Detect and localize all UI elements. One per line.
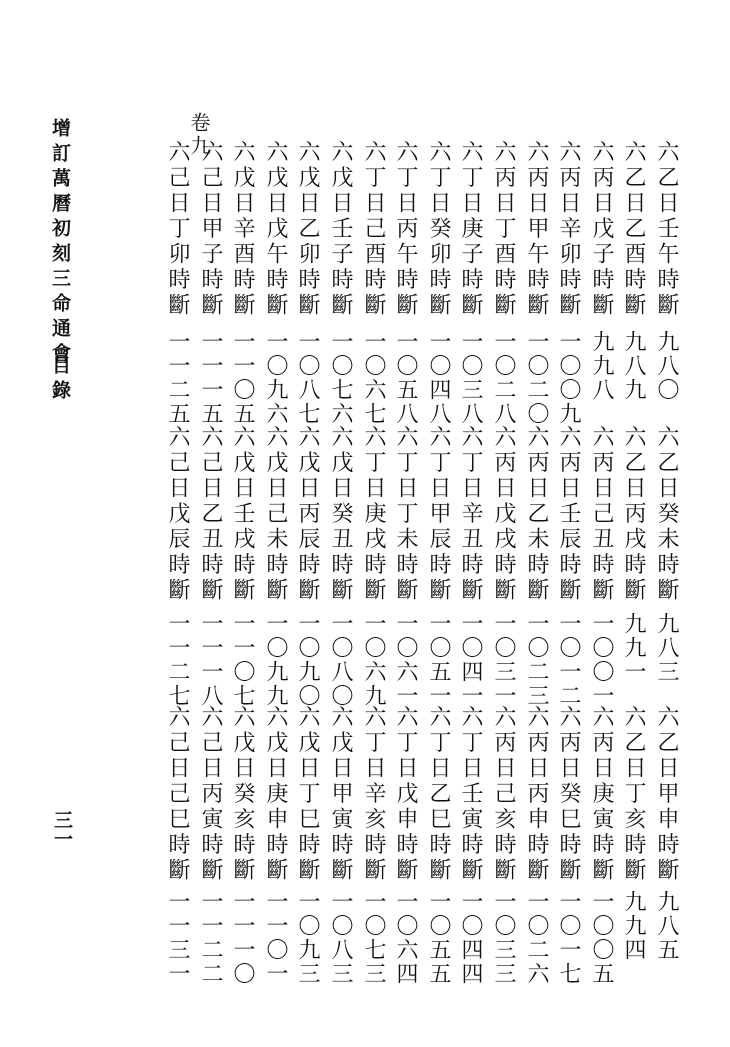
toc-entry: 六丁日庚子時斷 <box>458 140 483 319</box>
toc-page-number: 一〇二八 <box>491 330 516 426</box>
toc-entry: 六戊日辛酉時斷 <box>230 140 255 319</box>
book-title: 增訂萬曆初刻三命通會 <box>49 118 71 368</box>
toc-entry: 六丙日戊子時斷 <box>589 140 614 319</box>
toc-entry: 六丁日甲辰時斷 <box>426 425 451 604</box>
toc-entry: 六乙日壬午時斷 <box>654 140 679 319</box>
toc-page-number: 一一二二 <box>198 890 223 986</box>
toc-entry: 六戊日癸亥時斷 <box>230 705 255 884</box>
toc-page-number: 九九四 <box>621 890 646 962</box>
toc-page-number: 一〇四四 <box>458 890 483 986</box>
toc-page-number: 一〇五五 <box>426 890 451 986</box>
toc-page-number: 一一一五 <box>198 330 223 426</box>
toc-page-number: 一〇五八 <box>393 330 418 426</box>
toc-page-number: 一〇三三 <box>491 890 516 986</box>
toc-page-number: 一〇二〇 <box>524 330 549 426</box>
toc-page-number: 一〇一七 <box>556 890 581 986</box>
toc-entry: 六丁日癸卯時斷 <box>426 140 451 319</box>
toc-page-number: 一〇四八 <box>426 330 451 426</box>
toc-entry: 六丙日己丑時斷 <box>589 425 614 604</box>
toc-entry: 六丙日甲午時斷 <box>524 140 549 319</box>
toc-page-number: 一〇九三 <box>295 890 320 986</box>
toc-entry: 六戊日己未時斷 <box>263 425 288 604</box>
toc-entry: 六丁日乙巳時斷 <box>426 705 451 884</box>
toc-entry: 六丙日庚寅時斷 <box>589 705 614 884</box>
toc-page-number: 一〇六一 <box>393 612 418 708</box>
toc-page-number: 一〇九六 <box>263 330 288 426</box>
page-number: 三一 <box>51 810 73 848</box>
toc-page-number: 一〇六四 <box>393 890 418 986</box>
toc-entry: 六戊日丁巳時斷 <box>295 705 320 884</box>
toc-page-number: 一一二七 <box>165 612 190 708</box>
toc-page-number: 九九一 <box>621 612 646 684</box>
toc-page-number: 一〇八三 <box>328 890 353 986</box>
toc-page-number: 一一〇七 <box>230 612 255 708</box>
toc-page-number: 一〇二六 <box>524 890 549 986</box>
toc-page-number: 一〇六七 <box>361 330 386 426</box>
toc-entry: 六己日己巳時斷 <box>165 705 190 884</box>
toc-entry: 六丙日丙申時斷 <box>524 705 549 884</box>
toc-page-number: 一〇八七 <box>295 330 320 426</box>
toc-entry: 六己日甲子時斷 <box>198 140 223 319</box>
toc-page-number: 一〇七三 <box>361 890 386 986</box>
toc-page-number: 一〇〇一 <box>589 612 614 708</box>
toc-entry: 六乙日癸未時斷 <box>654 425 679 604</box>
toc-entry: 六乙日丁亥時斷 <box>621 705 646 884</box>
toc-entry: 六己日丙寅時斷 <box>198 705 223 884</box>
toc-page-number: 一一〇五 <box>230 330 255 426</box>
toc-page-number: 一〇七六 <box>328 330 353 426</box>
toc-entry: 六戊日戊午時斷 <box>263 140 288 319</box>
toc-entry: 六戊日庚申時斷 <box>263 705 288 884</box>
toc-page-number: 一〇二三 <box>524 612 549 708</box>
toc-entry: 六丁日丙午時斷 <box>393 140 418 319</box>
toc-page-number: 一一一八 <box>198 612 223 708</box>
toc-entry: 六乙日乙酉時斷 <box>621 140 646 319</box>
volume-label: 卷九 <box>187 112 211 158</box>
toc-page-number: 一〇三八 <box>458 330 483 426</box>
toc-entry: 六戊日丙辰時斷 <box>295 425 320 604</box>
toc-entry: 六丙日己亥時斷 <box>491 705 516 884</box>
toc-entry: 六戊日壬戌時斷 <box>230 425 255 604</box>
toc-page-number: 一一一〇 <box>230 890 255 986</box>
toc-page-number: 一〇九九 <box>263 612 288 708</box>
toc-page-number: 九八〇 <box>654 330 679 402</box>
toc-entry: 六丁日辛亥時斷 <box>361 705 386 884</box>
toc-entry: 六丙日戊戌時斷 <box>491 425 516 604</box>
toc-page-number: 一〇八〇 <box>328 612 353 708</box>
toc-page-number: 九八五 <box>654 890 679 962</box>
toc-page-number: 一〇九〇 <box>295 612 320 708</box>
toc-page-number: 九九八 <box>589 330 614 402</box>
toc-entry: 六己日乙丑時斷 <box>198 425 223 604</box>
toc-entry: 六丙日壬辰時斷 <box>556 425 581 604</box>
toc-entry: 六丙日辛卯時斷 <box>556 140 581 319</box>
toc-page-number: 一〇一二 <box>556 612 581 708</box>
toc-entry: 六丙日癸巳時斷 <box>556 705 581 884</box>
toc-entry: 六己日戊辰時斷 <box>165 425 190 604</box>
toc-entry: 六戊日甲寅時斷 <box>328 705 353 884</box>
toc-page-number: 九八九 <box>621 330 646 402</box>
toc-page-number: 一一〇一 <box>263 890 288 986</box>
toc-page-number: 一〇〇五 <box>589 890 614 986</box>
toc-page-number: 一一三一 <box>165 890 190 986</box>
toc-page-number: 一一二五 <box>165 330 190 426</box>
toc-entry: 六乙日丙戌時斷 <box>621 425 646 604</box>
toc-page-number: 一〇五一 <box>426 612 451 708</box>
toc-entry: 六丁日丁未時斷 <box>393 425 418 604</box>
toc-entry: 六丁日己酉時斷 <box>361 140 386 319</box>
toc-entry: 六丁日庚戌時斷 <box>361 425 386 604</box>
toc-page-number: 一〇〇九 <box>556 330 581 426</box>
toc-page-number: 一〇三一 <box>491 612 516 708</box>
toc-entry: 六丙日乙未時斷 <box>524 425 549 604</box>
toc-entry: 六乙日甲申時斷 <box>654 705 679 884</box>
toc-entry: 六戊日癸丑時斷 <box>328 425 353 604</box>
toc-entry: 六丙日丁酉時斷 <box>491 140 516 319</box>
toc-entry: 六丁日辛丑時斷 <box>458 425 483 604</box>
toc-entry: 六己日丁卯時斷 <box>165 140 190 319</box>
toc-entry: 六丁日戊申時斷 <box>393 705 418 884</box>
toc-entry: 六戊日壬子時斷 <box>328 140 353 319</box>
toc-page-number: 一〇六九 <box>361 612 386 708</box>
toc-entry: 六丁日壬寅時斷 <box>458 705 483 884</box>
section-title: 目錄 <box>49 355 71 405</box>
toc-entry: 六戊日乙卯時斷 <box>295 140 320 319</box>
toc-page-number: 九八三 <box>654 612 679 684</box>
toc-page-number: 一〇四一 <box>458 612 483 708</box>
